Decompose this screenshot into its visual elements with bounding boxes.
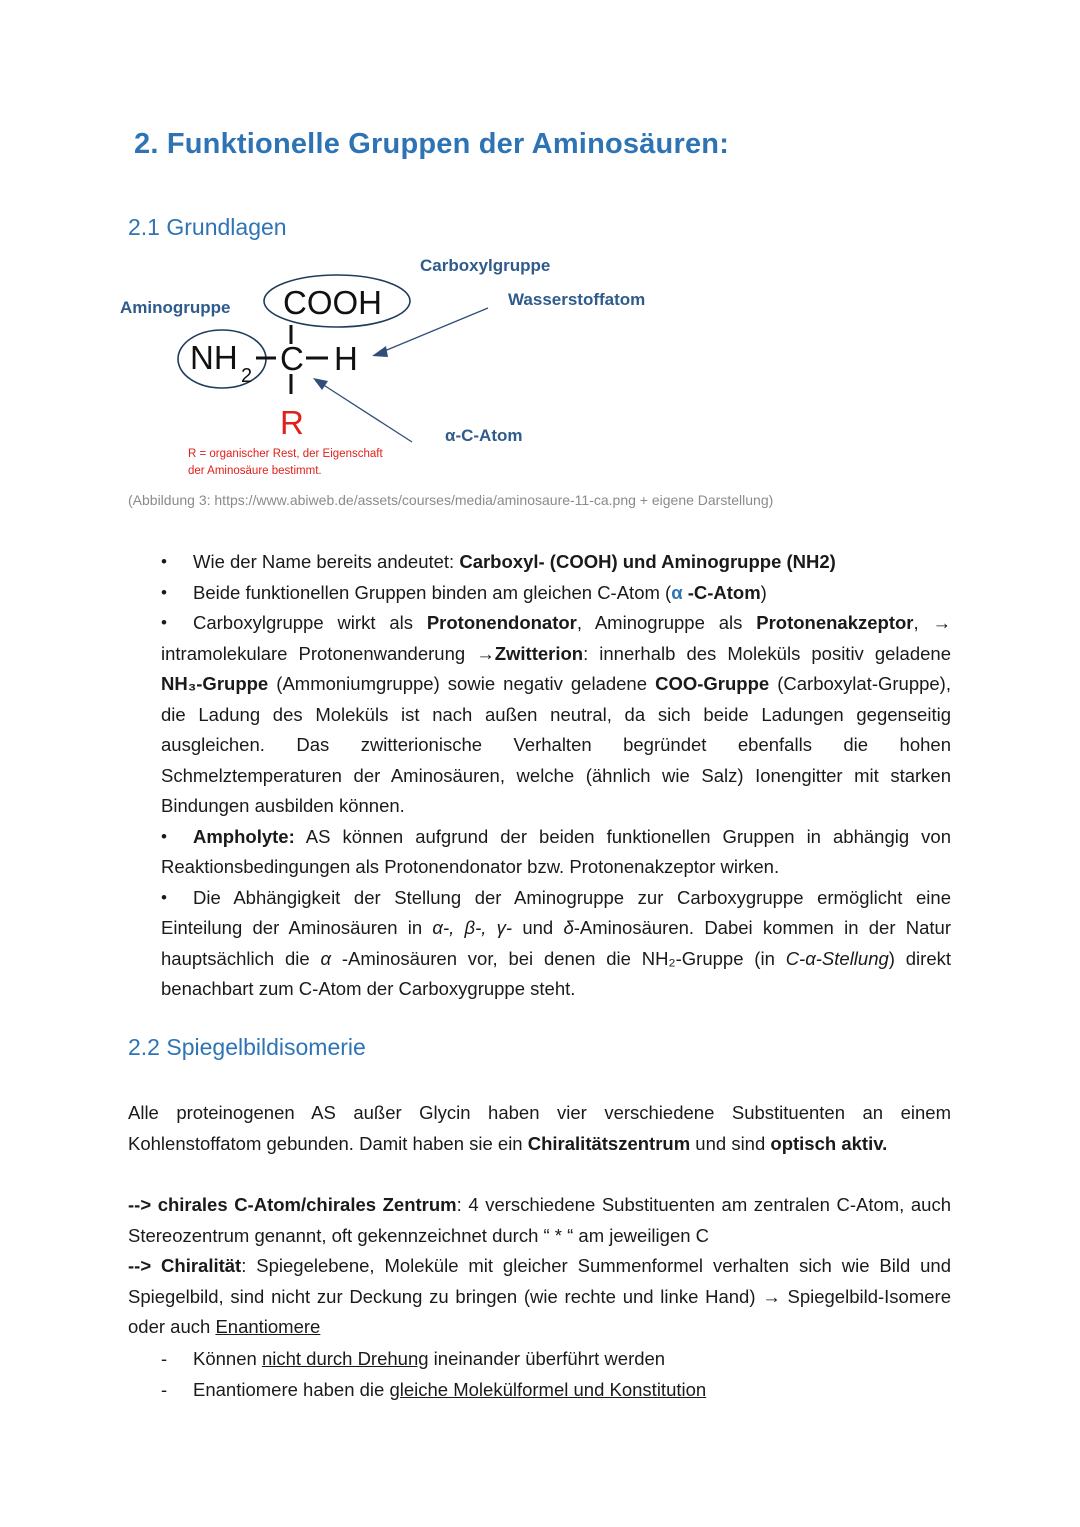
list-item: • Wie der Name bereits andeutet: Carboxyl- (COOH) und Aminogruppe (NH2) (161, 547, 951, 578)
label-carboxylgruppe: Carboxylgruppe (420, 256, 551, 275)
list-item: • Beide funktionellen Gruppen binden am gleichen C-Atom (α -C-Atom) (161, 578, 951, 609)
paragraph-intro: Alle proteinogenen AS außer Glycin haben vier verschiedene Substituenten an einem Kohlenstoffatom gebunden. Damit haben sie ein Chiralitätszentrum und sind optisch aktiv. (128, 1102, 951, 1154)
formula-c: C (280, 340, 304, 377)
arrow-alpha-line (322, 384, 412, 442)
list-item: • Carboxylgruppe wirkt als Protonendonator, Aminogruppe als Protonenakzeptor, → intramolekulare Protonenwanderung →Zwitterion: innerhalb des Moleküls positiv geladene NH₃-Gruppe (Ammoniumgruppe) sowie negativ geladene COO-Gruppe (Carboxylat-Gruppe), die Ladung des Moleküls ist nach außen neutral, da sich beide Ladungen gegenseitig ausgleichen. Das zwitterionische Verhalten begründet ebenfalls die hohen Schmelztemperaturen der Aminosäuren, welche (ähnlich wie Salz) Ionengitter mit starken Bindungen ausbilden können. (161, 608, 951, 822)
list-item: • Ampholyte: AS können aufgrund der beiden funktionellen Gruppen in abhängig von Reaktionsbedingungen als Protonendonator bzw. Protonenakzeptor wirken. (161, 822, 951, 883)
arrow-hydrogen-head (372, 346, 388, 357)
dash-list-enantiomere (161, 1344, 951, 1405)
formula-h: H (334, 340, 358, 377)
label-wasserstoffatom: Wasserstoffatom (508, 290, 646, 309)
formula-cooh: COOH (283, 284, 382, 321)
list-item: • Die Abhängigkeit der Stellung der Aminogruppe zur Carboxygruppe ermöglicht eine Einteilung der Aminosäuren in α-, β-, γ- und δ-Aminosäuren. Dabei kommen in der Natur hauptsächlich die α -Aminosäuren vor, bei denen die NH₂-Gruppe (in C-α-Stellung) direkt benachbart zum C-Atom der Carboxygruppe steht. (161, 883, 951, 1005)
formula-nh: NH (190, 339, 238, 376)
section-title-grundlagen: 2.1 Grundlagen (128, 214, 287, 240)
arrow-alpha-head (313, 378, 328, 390)
formula-subscript-2: 2 (241, 365, 253, 387)
paragraph-chirales-zentrum: --> chirales C-Atom/chirales Zentrum: 4 verschiedene Substituenten am zentralen C-Atom, auch Stereozentrum genannt, oft gekennzeichnet durch “ * “ am jeweiligen C --> Chiralität: Spiegelebene, Moleküle mit gleicher Summenformel verhalten sich wie Bild und Spiegelbild, sind nicht zur Deckung zu bringen (wie rechte und linke Hand) → Spiegelbild-Isomere oder auch Enantiomere (128, 1194, 951, 1337)
r-note-line-2: der Aminosäure bestimmt. (188, 465, 322, 477)
r-group-note (188, 446, 383, 480)
page-title: 2. Funktionelle Gruppen der Aminosäuren: (134, 128, 730, 160)
r-note-line-1: R = organischer Rest, der Eigenschaft (188, 448, 383, 460)
list-item: - Können nicht durch Drehung ineinander überführt werden (161, 1344, 951, 1375)
label-aminogruppe: Aminogruppe (120, 298, 231, 317)
bullet-list-grundlagen (161, 547, 951, 1005)
list-item: - Enantiomere haben die gleiche Molekülformel und Konstitution (161, 1375, 951, 1406)
structure-formula (170, 270, 500, 450)
section-title-spiegelbildisomerie: 2.2 Spiegelbildisomerie (128, 1034, 366, 1060)
formula-r: R (280, 404, 304, 441)
figure-caption: (Abbildung 3: https://www.abiweb.de/assets/courses/media/aminosaure-11-ca.png + eigene Darstellung) (128, 492, 774, 508)
label-alpha-c-atom: α-C-Atom (445, 426, 523, 445)
